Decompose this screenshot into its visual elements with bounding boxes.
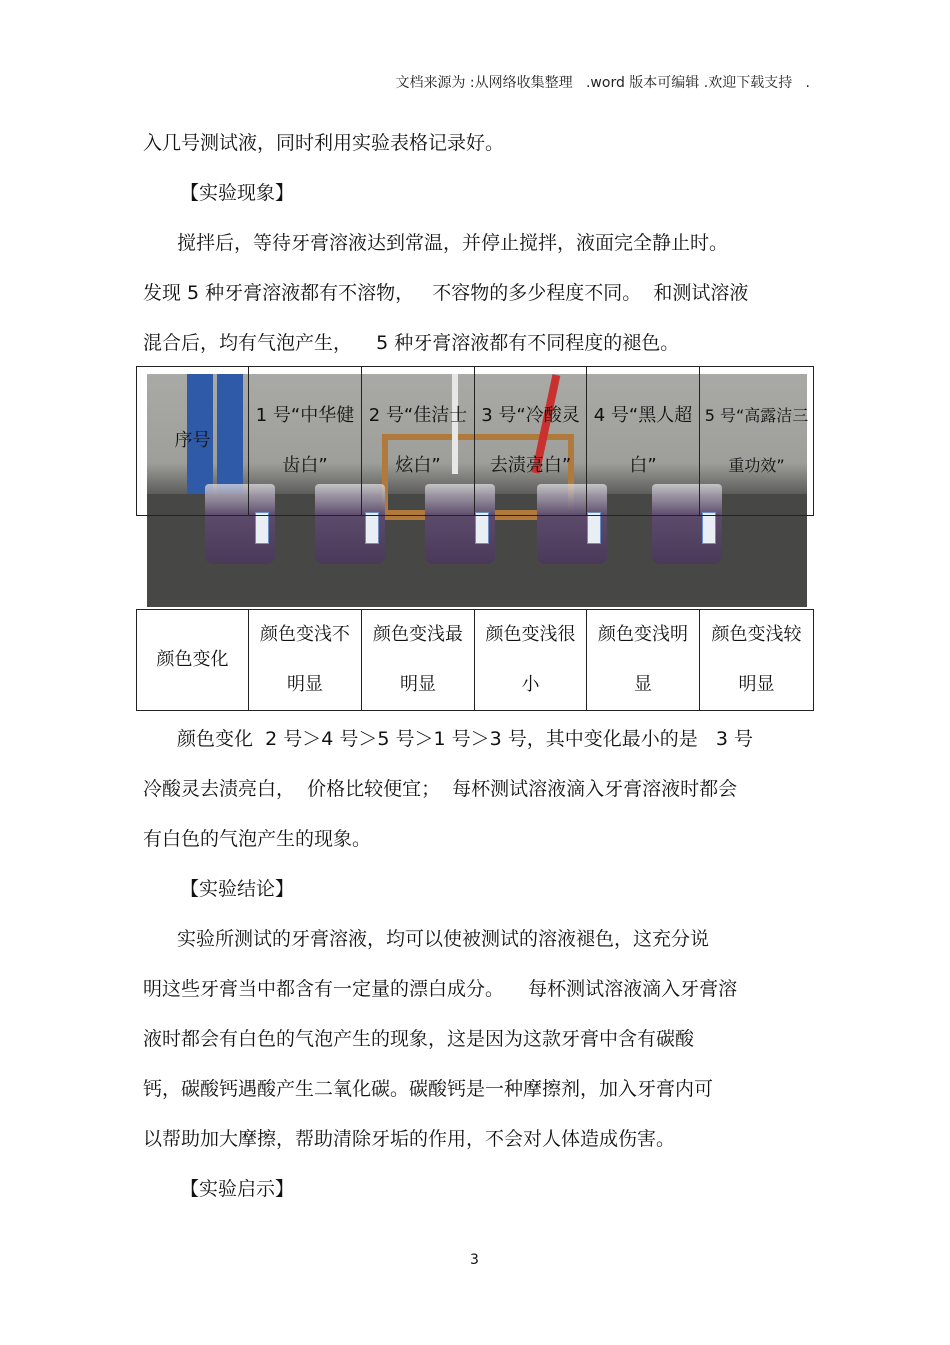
change-cell-5: 颜色变浅较明显	[700, 610, 814, 711]
header-cell-3: 3 号“冷酸灵去渍亮白”	[475, 367, 587, 516]
paragraph-line: 入几号测试液，同时利用实验表格记录好。	[143, 132, 505, 154]
header-cell-5: 5 号“高露洁三重功效”	[700, 367, 814, 516]
paragraph-line: 混合后，均有气泡产生， 5 种牙膏溶液都有不同程度的褪色。	[143, 332, 680, 354]
change-cell-label: 颜色变化	[137, 610, 249, 711]
table-row	[137, 367, 814, 516]
paragraph-line: 发现 5 种牙膏溶液都有不溶物， 不容物的多少程度不同。 和测试溶液	[143, 282, 749, 304]
paragraph-line: 颜色变化 2 号＞4 号＞5 号＞1 号＞3 号，其中变化最小的是 3 号	[177, 728, 753, 750]
table-row	[137, 610, 814, 711]
paragraph-line: 液时都会有白色的气泡产生的现象，这是因为这款牙膏中含有碳酸	[143, 1028, 695, 1050]
header-cell-2: 2 号“佳洁士炫白”	[362, 367, 475, 516]
page-header: 文档来源为 :从网络收集整理 .word 版本可编辑 .欢迎下载支持 .	[395, 75, 810, 91]
paragraph-line: 钙，碳酸钙遇酸产生二氧化碳。碳酸钙是一种摩擦剂，加入牙膏内可	[143, 1078, 714, 1100]
change-cell-1: 颜色变浅不明显	[249, 610, 362, 711]
paragraph-line: 【实验结论】	[180, 878, 295, 900]
paragraph-line: 搅拌后，等待牙膏溶液达到常温，并停止搅拌，液面完全静止时。	[177, 232, 729, 254]
change-cell-3: 颜色变浅很小	[475, 610, 587, 711]
change-cell-4: 颜色变浅明显	[587, 610, 700, 711]
paragraph-line: 明这些牙膏当中都含有一定量的漂白成分。 每杯测试溶液滴入牙膏溶	[143, 978, 738, 1000]
page-number: 3	[470, 1252, 479, 1268]
header-cell-4: 4 号“黑人超白”	[587, 367, 700, 516]
color-change-table	[136, 609, 814, 711]
header-cell-label: 序号	[137, 367, 249, 516]
paragraph-line: 【实验启示】	[180, 1178, 295, 1200]
toothpaste-header-table	[136, 366, 814, 516]
paragraph-line: 有白色的气泡产生的现象。	[143, 828, 372, 850]
paragraph-line: 实验所测试的牙膏溶液，均可以使被测试的溶液褪色，这充分说	[177, 928, 710, 950]
paragraph-line: 冷酸灵去渍亮白， 价格比较便宜； 每杯测试溶液滴入牙膏溶液时都会	[143, 778, 738, 800]
change-cell-2: 颜色变浅最明显	[362, 610, 475, 711]
header-cell-1: 1 号“中华健齿白”	[249, 367, 362, 516]
paragraph-line: 以帮助加大摩擦，帮助清除牙垢的作用，不会对人体造成伤害。	[143, 1128, 676, 1150]
paragraph-line: 【实验现象】	[180, 182, 295, 204]
